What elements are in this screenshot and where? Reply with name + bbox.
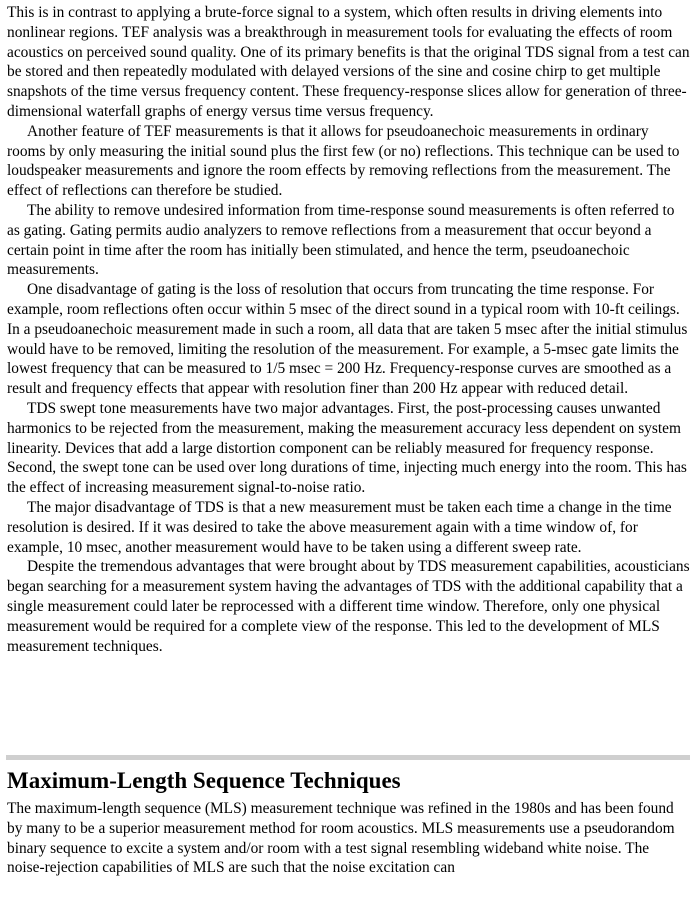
section-body	[7, 799, 690, 878]
document-body	[7, 3, 690, 656]
paragraph-5: TDS swept tone measurements have two major advantages. First, the post-processing causes unwanted harmonics to be rejected from the measurement, making the measurement accuracy less dependent on system linearity. Devices that add a large distortion component can be reliably measured for frequency response. Second, the swept tone can be used over long durations of time, injecting much energy into the room. This has the effect of increasing measurement signal-to-noise ratio.	[7, 399, 687, 497]
paragraph-3: The ability to remove undesired information from time-response sound measurements is often referred to as gating. Gating permits audio analyzers to remove reflections from a measurement that occur beyond a certain point in time after the room has initially been stimulated, and hence the term, pseudoanechoic measurements.	[7, 201, 675, 279]
paragraph-1: This is in contrast to applying a brute-force signal to a system, which often results in driving elements into nonlinear regions. TEF analysis was a breakthrough in measurement tools for evaluating the effects of room acoustics on perceived sound quality. One of its primary benefits is that the original TDS signal from a test can be stored and then repeatedly modulated with delayed versions of the sine and cosine chirp to get multiple snapshots of the time versus frequency content. These frequency-response slices allow for generation of three-dimensional waterfall graphs of energy versus time versus frequency.	[7, 4, 690, 120]
paragraph-4: One disadvantage of gating is the loss of resolution that occurs from truncating the time response. For example, room reflections often occur within 5 msec of the direct sound in a typical room with 10-ft ceilings. In a pseudoanechoic measurement made in such a room, all data that are taken 5 msec after the initial stimulus would have to be removed, limiting the resolution of the measurement. For example, a 5-msec gate limits the lowest frequency that can be measured to 1/5 msec = 200 Hz. Frequency-response curves are smoothed as a result and frequency effects that appear with resolution finer than 200 Hz appear with reduced detail.	[7, 281, 688, 398]
paragraph-7: Despite the tremendous advantages that were brought about by TDS measurement capabilities, acousticians began searching for a measurement system having the advantages of TDS with the additional capability that a single measurement could later be reprocessed with a different time window. Therefore, only one physical measurement would be required for a complete view of the response. This led to the development of MLS measurement techniques.	[7, 558, 690, 655]
section-paragraph: The maximum-length sequence (MLS) measurement technique was refined in the 1980s and has been found by many to be a superior measurement method for room acoustics. MLS measurements use a pseudorandom binary sequence to excite a system and/or room with a test signal resembling wideband white noise. The noise-rejection capabilities of MLS are such that the noise excitation can	[7, 800, 675, 877]
section-heading: Maximum-Length Sequence Techniques	[7, 768, 401, 793]
paragraph-2: Another feature of TEF measurements is that it allows for pseudoanechoic measurements in ordinary rooms by only measuring the initial sound plus the first few (or no) reflections. This technique can be used to loudspeaker measurements and ignore the room effects by removing reflections from the measurement. The effect of reflections can therefore be studied.	[7, 122, 680, 200]
section-divider	[6, 755, 690, 760]
paragraph-6: The major disadvantage of TDS is that a new measurement must be taken each time a change in the time resolution is desired. If it was desired to take the above measurement again with a time window of, for example, 10 msec, another measurement would have to be taken using a different sweep rate.	[7, 498, 672, 556]
